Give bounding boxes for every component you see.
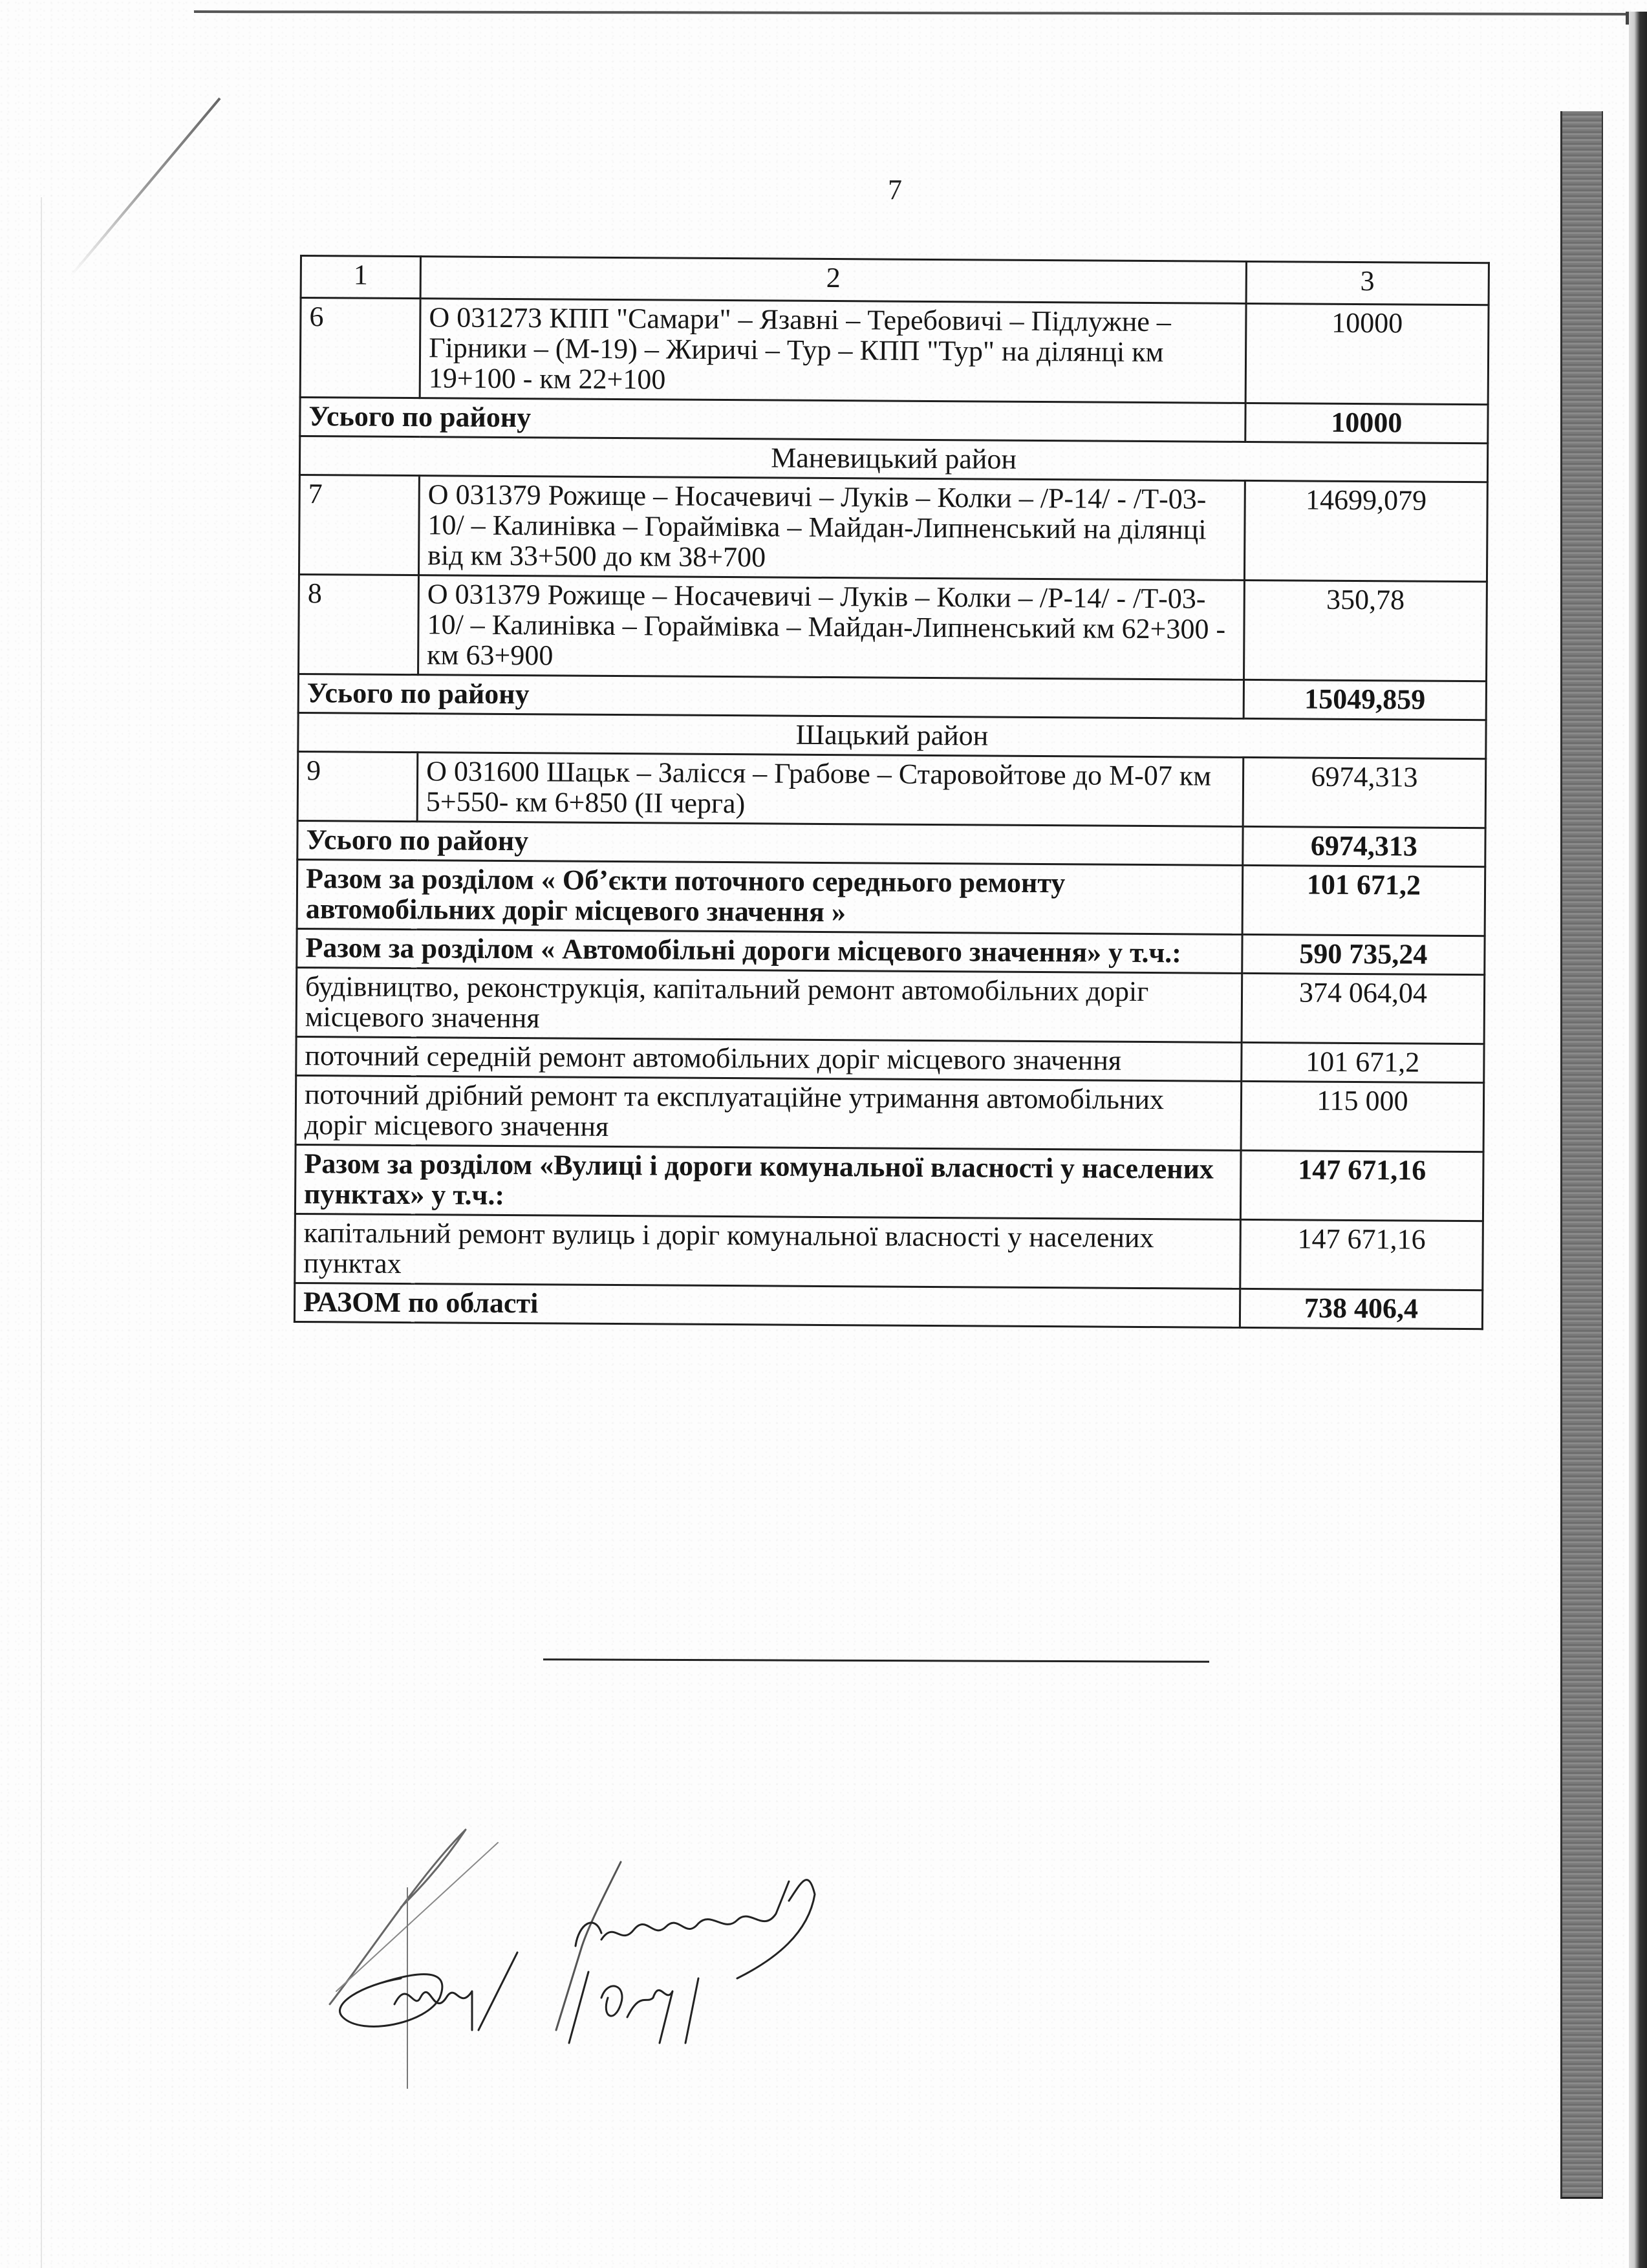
breakdown-row [296, 1075, 1484, 1151]
section-total-label: Разом за розділом « Об’єкти поточного середнього ремонту автомобільних доріг місцевого значення » [297, 859, 1242, 934]
table-row [299, 574, 1487, 681]
breakdown-label: поточний середній ремонт автомобільних доріг місцевого значення [296, 1036, 1242, 1081]
section-total-row [297, 859, 1485, 936]
item-number: 7 [299, 475, 419, 575]
scan-top-edge [194, 10, 1636, 16]
header-col-3: 3 [1246, 261, 1489, 305]
budget-table [294, 255, 1490, 1330]
district-subtotal-row [297, 820, 1485, 866]
grand-total-label: РАЗОМ по області [294, 1283, 1240, 1327]
subtotal-label: Усього по району [297, 820, 1243, 865]
breakdown-amount: 147 671,16 [1240, 1219, 1483, 1290]
breakdown-amount: 101 671,2 [1241, 1042, 1484, 1082]
subtotal-amount: 6974,313 [1242, 826, 1485, 866]
section-total-amount: 147 671,16 [1240, 1150, 1483, 1221]
item-amount: 10000 [1245, 303, 1489, 404]
district-name: Маневицький район [299, 436, 1487, 482]
header-col-1: 1 [301, 256, 420, 299]
breakdown-amount: 115 000 [1241, 1081, 1484, 1151]
grand-total-row [294, 1283, 1482, 1329]
table-row [299, 475, 1487, 582]
closing-rule-line [543, 1658, 1209, 1663]
grand-total-amount: 738 406,4 [1240, 1289, 1483, 1329]
section-total-label: Разом за розділом « Автомобільні дороги місцевого значення» у т.ч.: [297, 928, 1242, 973]
table-row [297, 751, 1486, 828]
item-description: О 031379 Рожище – Носачевичі – Луків – Колки – /Р-14/ - /Т-03-10/ – Калинівка – Гораймівка – Майдан-Липненський на ділянці від км 33+500 до км 38+700 [419, 476, 1245, 581]
subtotal-amount: 10000 [1245, 403, 1488, 443]
item-amount: 14699,079 [1244, 480, 1487, 581]
scan-left-edge [41, 197, 42, 2268]
breakdown-row [296, 1036, 1484, 1082]
item-number: 9 [297, 751, 418, 821]
district-name: Шацький район [298, 712, 1486, 758]
section-total-amount: 590 735,24 [1242, 934, 1485, 974]
section-total-row [297, 928, 1485, 974]
breakdown-row [296, 967, 1485, 1043]
breakdown-label: будівництво, реконструкція, капітальний ремонт автомобільних доріг місцевого значення [296, 967, 1242, 1042]
district-header-row [298, 712, 1486, 758]
scan-binding-shadow [1560, 111, 1603, 2199]
item-description: О 031379 Рожище – Носачевичі – Луків – Колки – /Р-14/ - /Т-03-10/ – Калинівка – Гораймівка – Майдан-Липненський км 62+300 - км 63+900 [418, 575, 1245, 680]
item-number: 6 [300, 298, 420, 398]
item-number: 8 [299, 574, 419, 674]
table-header-row [301, 256, 1489, 305]
subtotal-label: Усього по району [300, 398, 1245, 442]
item-description: О 031600 Шацьк – Залісся – Грабове – Старовойтове до М-07 км 5+550- км 6+850 (ІІ черга) [417, 753, 1243, 827]
district-subtotal-row [300, 398, 1488, 444]
district-header-row [299, 436, 1487, 482]
header-col-2: 2 [420, 257, 1246, 304]
page-number: 7 [888, 174, 902, 206]
item-description: О 031273 КПП "Самари" – Язавні – Теребовичі – Підлужне – Гірники – (М-19) – Жиричі – Тур – КПП "Тур" на ділянці км 19+100 - км 22+100 [420, 299, 1246, 403]
item-amount: 6974,313 [1243, 757, 1486, 828]
section-total-amount: 101 671,2 [1242, 865, 1485, 936]
subtotal-label: Усього по району [298, 674, 1243, 718]
handwritten-signatures-icon [323, 1784, 905, 2108]
subtotal-amount: 15049,859 [1243, 679, 1487, 720]
breakdown-label: капітальний ремонт вулиць і доріг комунальної власності у населених пунктах [295, 1214, 1240, 1289]
folded-corner-shadow [69, 98, 221, 277]
scan-right-edge [1629, 12, 1647, 2268]
section-total-row [295, 1144, 1483, 1221]
district-subtotal-row [298, 674, 1486, 720]
item-amount: 350,78 [1243, 580, 1487, 681]
breakdown-row [295, 1214, 1483, 1290]
table-row [300, 298, 1489, 405]
breakdown-amount: 374 064,04 [1242, 973, 1485, 1043]
breakdown-label: поточний дрібний ремонт та експлуатаційне утримання автомобільних доріг місцевого значення [296, 1075, 1241, 1150]
section-total-label: Разом за розділом «Вулиці і дороги комунальної власності у населених пунктах» у т.ч.: [295, 1144, 1240, 1219]
